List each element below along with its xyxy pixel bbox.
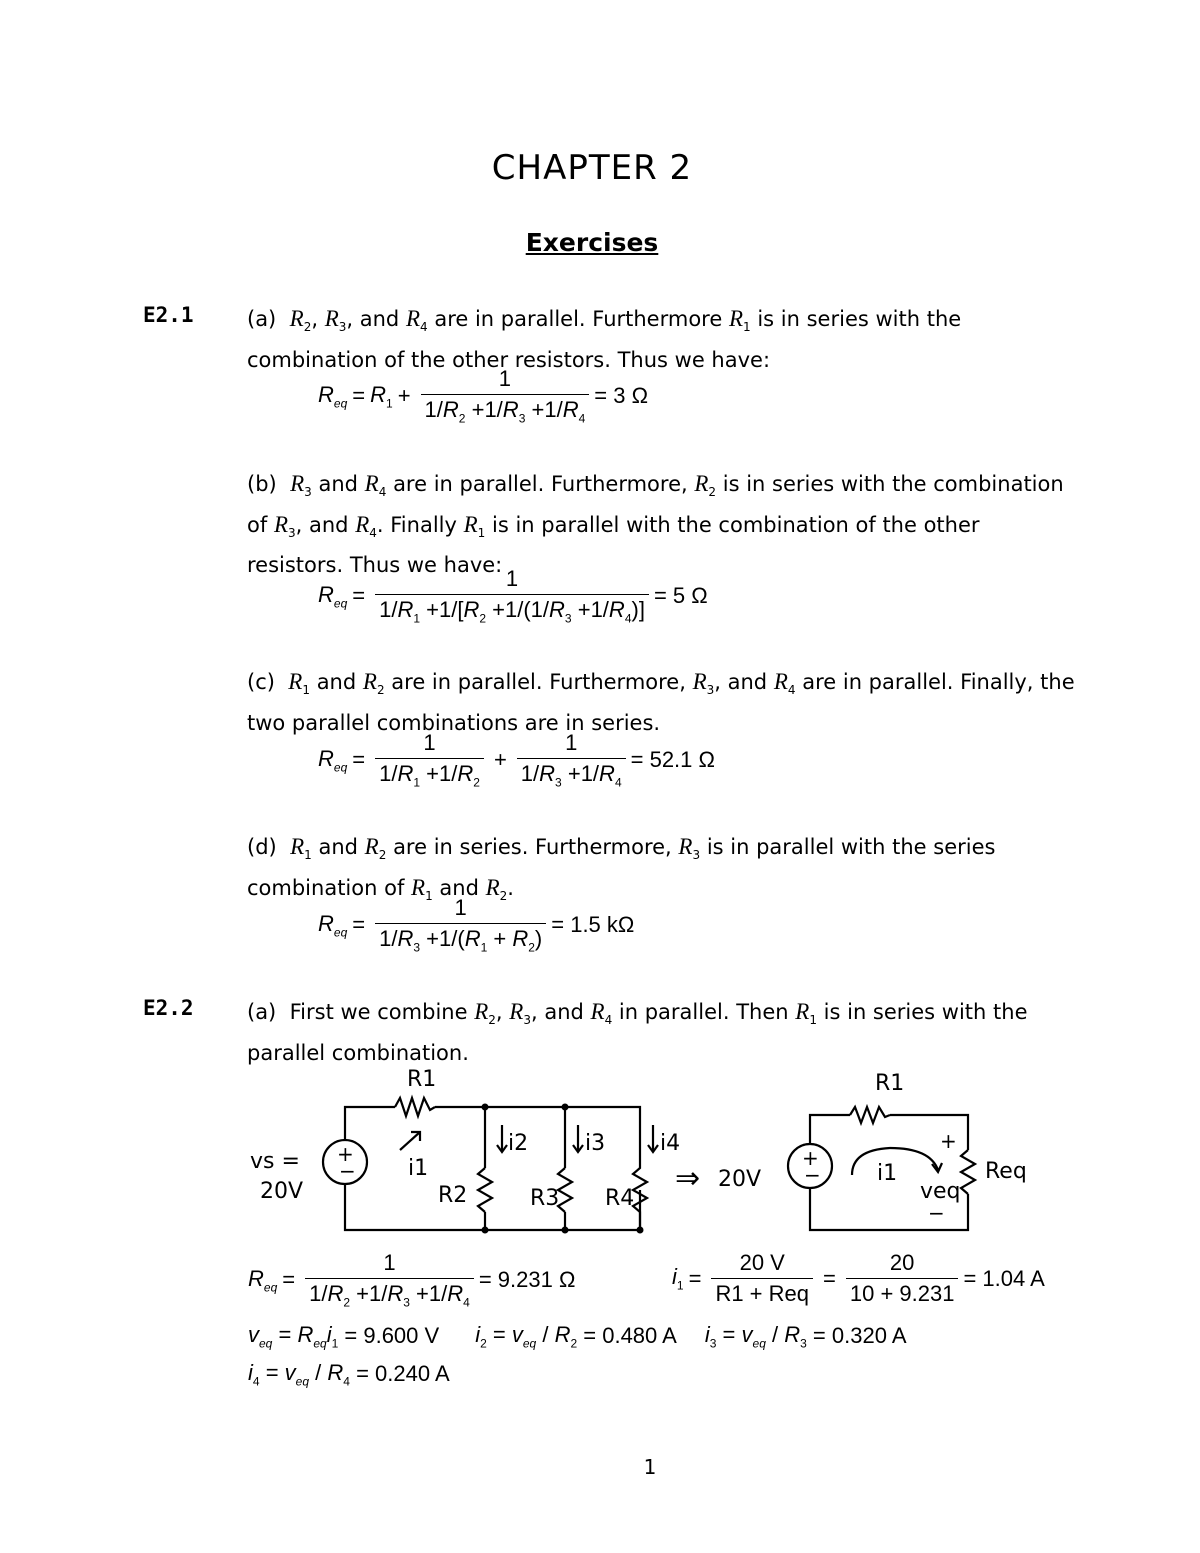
page-number: 1 <box>643 1455 657 1479</box>
exercise-label-e21: E2.1 <box>143 303 194 327</box>
circuit-label-source: vs = <box>250 1149 300 1174</box>
e21-b-equation: $R_{eq}$ = $\frac{1}{1/R_1 +1/[R_2 +1/(1/R_3 +1/R_4)]}$ = 5 Ω <box>318 566 708 626</box>
circuit-diagram <box>240 1060 1060 1245</box>
e22-i1-equation: $i_1$ = $\frac{20 V}{\text{R1 + Req}}$ = $\frac{20}{10 + 9.231}$ = 1.04 A <box>672 1250 1045 1306</box>
circuit2-minus-sign: − <box>804 1163 821 1187</box>
e22-req-equation: $R_{eq}$ = $\frac{1}{1/R_2 +1/R_3 +1/R_4}$ = 9.231 Ω <box>248 1250 576 1310</box>
e21-a-equation: $R_{eq}$ = $R_1$ + $\frac{1}{1/R_2 +1/R_3 +1/R_4}$ = 3 Ω <box>318 366 649 426</box>
chapter-title: CHAPTER 2 <box>491 148 693 188</box>
e21-c-equation: $R_{eq}$ = $\frac{1}{1/R_1 +1/R_2}$ + $\frac{1}{1/R_3 +1/R_4}$ = 52.1 Ω <box>318 730 715 790</box>
circuit-label-i4: i4 <box>660 1131 681 1156</box>
e21-d-text: (d) $R_1$ and $R_2$ are in series. Furthermore, $R_3$ is in parallel with the series combination of $R_1$ and $R_2$. <box>247 834 996 903</box>
e21-a-text: (a) $R_2$, $R_3$, and $R_4$ are in parallel. Furthermore $R_1$ is in series with the combination of the other resistors. Thus we have: <box>247 306 962 372</box>
circuit-label-source2: 20V <box>718 1167 762 1192</box>
e22-veq-line: $v_{eq} = R_{eq}i_1$ = 9.600 V $i_2 = v_{eq} / R_2$ = 0.480 A $i_3 = v_{eq} / R_3$ = 0.320 A <box>248 1322 907 1351</box>
exercise-label-e22: E2.2 <box>143 996 194 1020</box>
e22-a-text: (a) First we combine $R_2$, $R_3$, and $R_4$ in parallel. Then $R_1$ is in series with the parallel combination. <box>247 999 1028 1065</box>
e21-b-text: (b) $R_3$ and $R_4$ are in parallel. Furthermore, $R_2$ is in series with the combination of $R_3$, and $R_4$. Finally $R_1$ is in parallel with the combination of the other resistors. Thus we have: <box>247 471 1064 578</box>
equivalence-arrow: ⇒ <box>675 1161 701 1196</box>
section-title: Exercises <box>525 228 659 257</box>
circuit2-plus-sign: + <box>802 1146 819 1170</box>
circuit-label-source-value: 20V <box>260 1179 304 1204</box>
circuit-label-i2: i2 <box>508 1131 529 1156</box>
e21-c-text: (c) $R_1$ and $R_2$ are in parallel. Furthermore, $R_3$, and $R_4$ are in parallel. Finally, the two parallel combinations are in series. <box>247 669 1075 735</box>
circuit-label-r1: R1 <box>407 1067 437 1092</box>
e21-d-equation: $R_{eq}$ = $\frac{1}{1/R_3 +1/(R_1 + R_2)}$ = 1.5 kΩ <box>318 895 635 955</box>
circuit-label-i1: i1 <box>408 1156 429 1181</box>
circuit-label-r3: R3 <box>530 1186 560 1211</box>
circuit-label-r2: R2 <box>438 1183 468 1208</box>
circuit-label-r4: R4 <box>605 1186 635 1211</box>
circuit-label-i3: i3 <box>585 1131 606 1156</box>
circuit-plus-sign: + <box>337 1142 354 1166</box>
circuit2-veq-plus: + <box>940 1129 957 1153</box>
circuit2-label-i1: i1 <box>877 1161 898 1186</box>
circuit2-label-veq: veq <box>920 1179 961 1204</box>
circuit2-label-req: Req <box>985 1159 1027 1184</box>
e22-i4-line: $i_4 = v_{eq} / R_4$ = 0.240 A <box>248 1360 450 1389</box>
circuit2-veq-minus: − <box>928 1201 945 1225</box>
circuit2-label-r1: R1 <box>875 1071 905 1096</box>
circuit-minus-sign: − <box>339 1159 356 1183</box>
